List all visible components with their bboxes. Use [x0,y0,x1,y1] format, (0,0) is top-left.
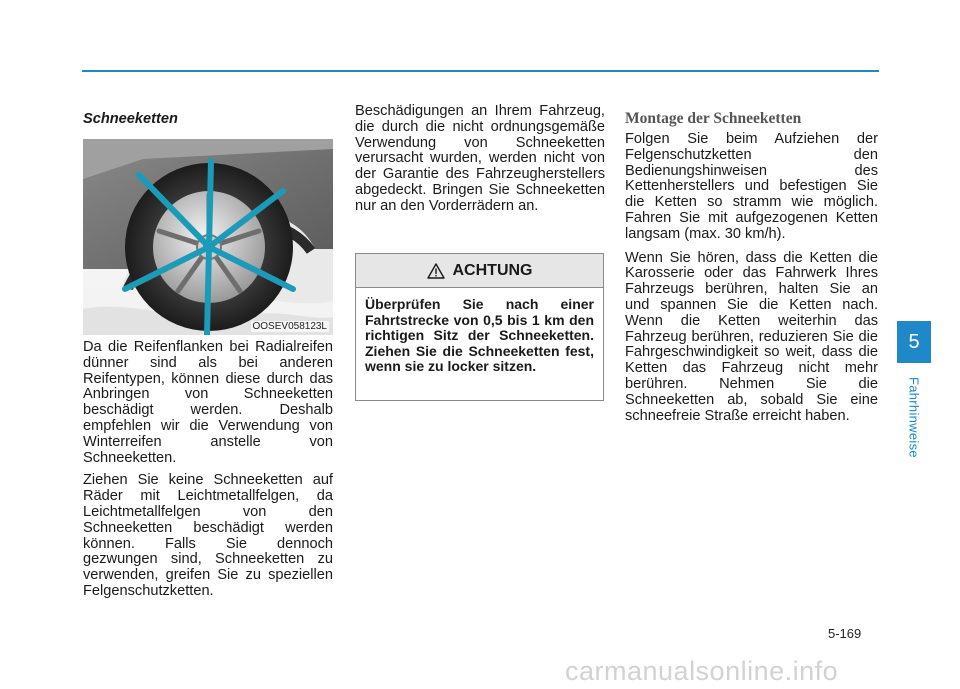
subheading-mounting: Montage der Schneeketten [625,110,802,127]
column-1-text [83,340,333,607]
chapter-label: Fahrhinweise [906,376,922,458]
chapter-number-tab: 5 [897,321,931,363]
watermark: carmanualsonline.info [565,656,839,686]
paragraph-warranty: Beschädigungen an Ihrem Fahrzeug, die durch die nicht ordnungsgemäße Verwendung von Schneeketten verursacht wurden, werden nicht von der Garantie des Fahrzeugherstellers abgedeckt. Bringen Sie Schneeketten nur an den Vorderrädern an. [355,103,605,214]
paragraph-mounting-instructions: Folgen Sie beim Aufziehen der Felgenschutzketten den Bedienungshinweisen des Kettenherstellers und befestigen Sie die Ketten so stramm wie möglich. Fahren Sie mit aufgezogenen Ketten langsam (max. 30 km/h). [625,131,878,242]
paragraph-radial-tires: Da die Reifenflanken bei Radialreifen dünner sind als bei anderen Reifentypen, können diese durch das Anbringen von Schneeketten beschädigt werden. Deshalb empfehlen wir die Verwendung von Winterreifen anstelle von Schneeketten. [83,339,333,466]
snow-chain-illustration [83,139,333,335]
warning-triangle-icon [427,263,445,279]
warning-box [355,253,604,401]
page-number: 5-169 [828,626,862,641]
header-rule [82,70,879,72]
wheel-with-chain-image [83,139,333,335]
figure-code: OOSEV058123L [252,321,327,332]
paragraph-chain-contact: Wenn Sie hören, dass die Ketten die Karosserie oder das Fahrwerk Ihres Fahrzeugs berühren, halten Sie an und spannen Sie die Ketten nach. Wenn die Ketten weiterhin das Fahrzeug berühren, reduzieren Sie die Fahrgeschwindigkeit so weit, dass die Ketten das Fahrzeug nicht mehr berühren. Nehmen Sie die Schneeketten ab, sobald Sie eine schneefreie Straße erreicht haben. [625,249,878,424]
paragraph-alloy-rims: Ziehen Sie keine Schneeketten auf Räder mit Leichtmetallfelgen, da Leichtmetallfelgen von den Schneeketten beschädigt werden können. Falls Sie dennoch gezwungen sind, Schneeketten zu verwenden, greifen Sie zu speziellen Felgenschutzketten. [83,472,333,599]
warning-title: ACHTUNG [452,261,533,279]
section-title: Schneeketten [83,111,178,127]
warning-text: Überprüfen Sie nach einer Fahrtstrecke von 0,5 bis 1 km den richtigen Sitz der Schneeketten. Ziehen Sie die Schneeketten fest, wenn sie zu locker sitzen. [365,296,594,374]
warning-header [356,254,603,288]
column-3-text [625,132,878,432]
